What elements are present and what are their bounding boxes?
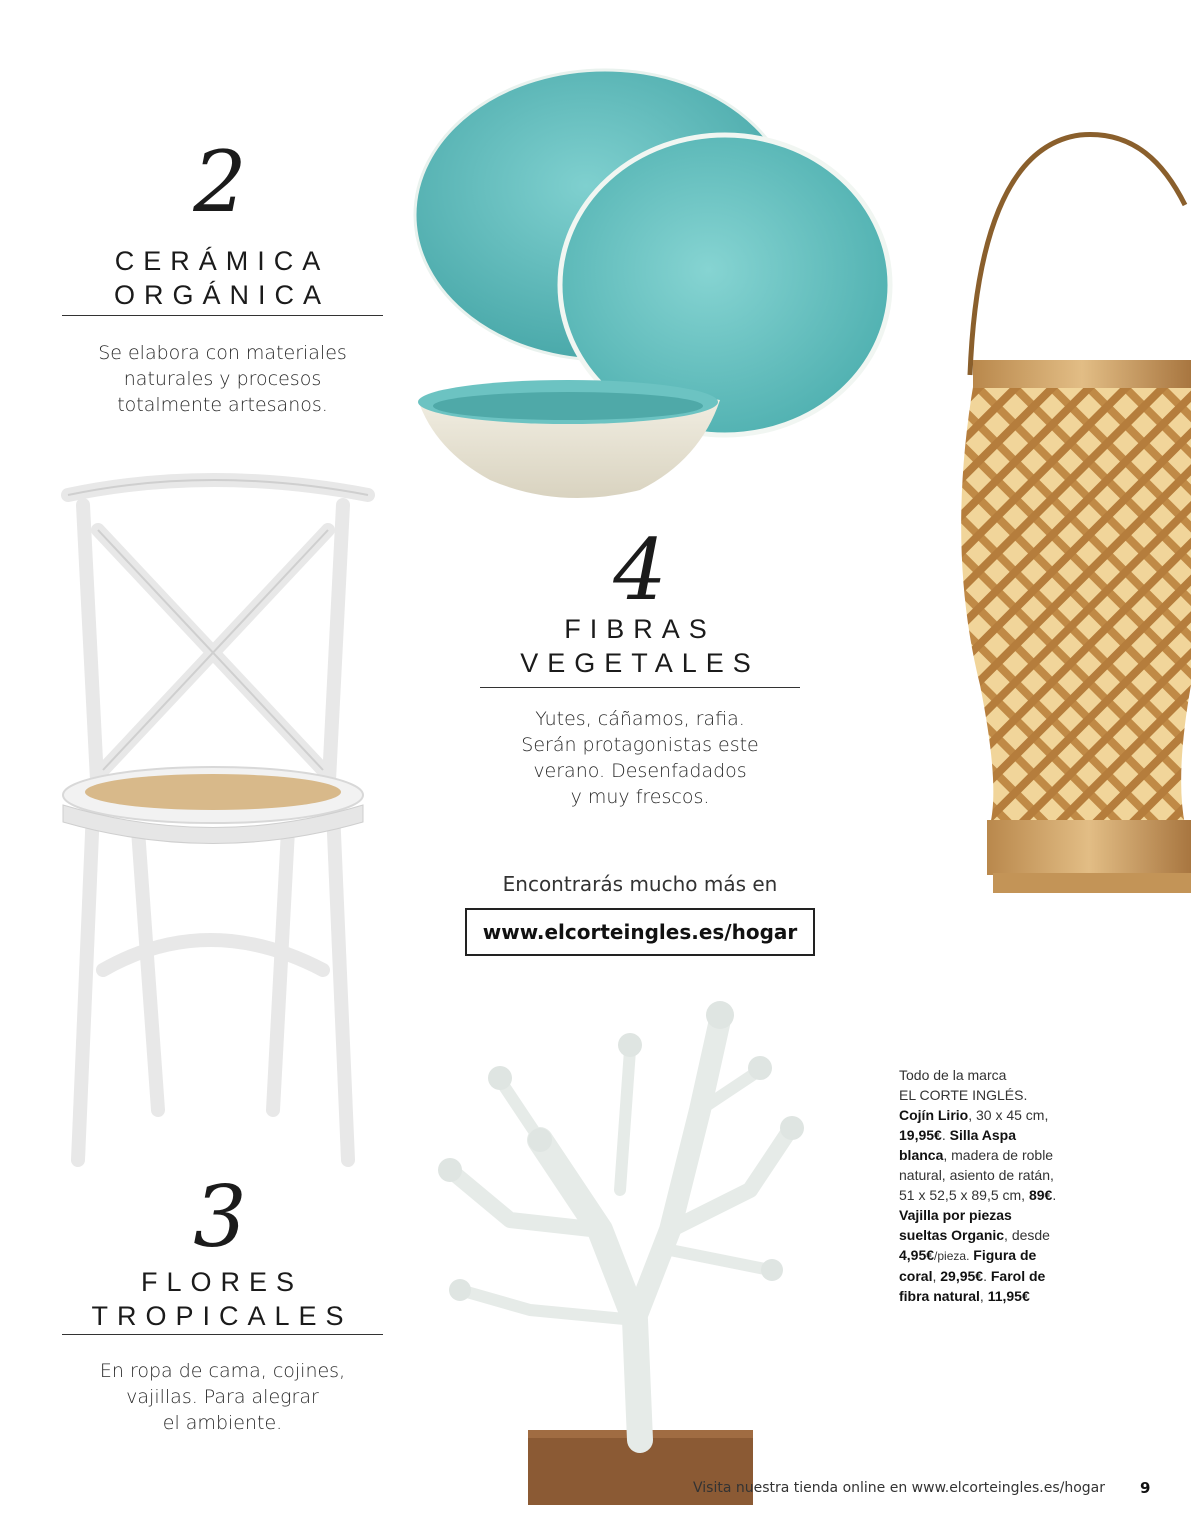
ceramic-plates-image xyxy=(400,40,900,510)
product-name: blanca xyxy=(899,1147,944,1163)
product-name: Silla Aspa xyxy=(949,1127,1017,1143)
section-heading-flores xyxy=(62,1265,382,1333)
product-desc: , madera de roble xyxy=(943,1147,1054,1163)
product-name: Cojín Lirio xyxy=(899,1107,969,1123)
caption-line: coral, 29,95€. Farol de xyxy=(899,1268,1046,1284)
heading-line-1: FIBRAS xyxy=(564,614,716,644)
caption-line: 19,95€. Silla Aspa xyxy=(899,1127,1017,1143)
product-desc: 51 x 52,5 x 89,5 cm, xyxy=(899,1187,1029,1203)
hogar-url-link[interactable]: www.elcorteingles.es/hogar xyxy=(465,908,815,956)
body-line: el ambiente. xyxy=(162,1412,283,1434)
footer-text: Visita nuestra tienda online en www.elcorteingles.es/hogar xyxy=(693,1480,1105,1496)
divider-fibras xyxy=(480,687,800,688)
white-cross-back-chair-image xyxy=(38,470,383,1170)
product-price: 29,95€ xyxy=(940,1268,984,1284)
product-name: Farol de xyxy=(990,1268,1046,1284)
product-desc: , 30 x 45 cm, xyxy=(968,1107,1049,1123)
divider-ceramica xyxy=(62,315,383,316)
product-name: Vajilla por piezas xyxy=(899,1207,1012,1223)
heading-line-2: VEGETALES xyxy=(520,648,760,678)
body-line: y muy frescos. xyxy=(570,786,710,808)
body-line: En ropa de cama, cojines, xyxy=(99,1360,346,1382)
heading-line-2: ORGÁNICA xyxy=(113,280,331,310)
caption-line xyxy=(899,1245,1139,1266)
section-number-fibras: 4 xyxy=(613,521,667,619)
cta-text: Encontrarás mucho más en xyxy=(502,872,778,896)
body-line: verano. Desenfadados xyxy=(533,760,747,782)
product-caption xyxy=(899,1065,1139,1306)
caption-line xyxy=(899,1145,1139,1165)
section-heading-fibras xyxy=(480,612,800,680)
caption-line: natural, asiento de ratán, xyxy=(899,1167,1054,1183)
bamboo-lantern-image xyxy=(905,125,1191,945)
product-name: sueltas Organic xyxy=(899,1227,1005,1243)
body-line: Se elabora con materiales xyxy=(98,342,347,364)
product-price: 11,95€ xyxy=(987,1288,1030,1304)
heading-line-2: TROPICALES xyxy=(91,1301,353,1331)
body-line: Yutes, cáñamos, rafia. xyxy=(535,708,745,730)
product-desc: , desde xyxy=(1004,1227,1050,1243)
product-price: 89€ xyxy=(1028,1187,1053,1203)
page-number: 9 xyxy=(1140,1479,1151,1497)
product-name: coral xyxy=(899,1268,933,1284)
section-body-flores xyxy=(62,1358,383,1436)
product-price: 19,95€ xyxy=(899,1127,942,1143)
caption-brand: EL CORTE INGLÉS. xyxy=(899,1087,1028,1103)
section-body-ceramica xyxy=(62,340,383,418)
body-line: Serán protagonistas este xyxy=(521,734,759,756)
section-body-fibras xyxy=(480,706,800,810)
caption-line: 51 x 52,5 x 89,5 cm, 89€. xyxy=(899,1187,1057,1203)
body-line: totalmente artesanos. xyxy=(117,394,328,416)
white-coral-figure-image xyxy=(420,990,820,1510)
product-name: fibra natural xyxy=(899,1288,980,1304)
section-number-flores: 3 xyxy=(193,1168,247,1266)
caption-intro: Todo de la marca xyxy=(899,1067,1007,1083)
caption-line xyxy=(899,1205,1139,1225)
product-name: Figura de xyxy=(973,1247,1037,1263)
divider-flores xyxy=(62,1334,383,1335)
product-price: 4,95€ xyxy=(899,1247,935,1263)
body-line: vajillas. Para alegrar xyxy=(126,1386,319,1408)
body-line: naturales y procesos xyxy=(123,368,322,390)
caption-line: fibra natural, 11,95€ xyxy=(899,1288,1030,1304)
product-unit: /pieza. xyxy=(934,1249,970,1263)
section-heading-ceramica xyxy=(62,244,382,312)
heading-line-1: CERÁMICA xyxy=(114,246,330,276)
caption-line xyxy=(899,1105,1139,1125)
caption-line xyxy=(899,1225,1139,1245)
section-number-ceramica: 2 xyxy=(193,133,247,231)
heading-line-1: FLORES xyxy=(140,1267,304,1297)
